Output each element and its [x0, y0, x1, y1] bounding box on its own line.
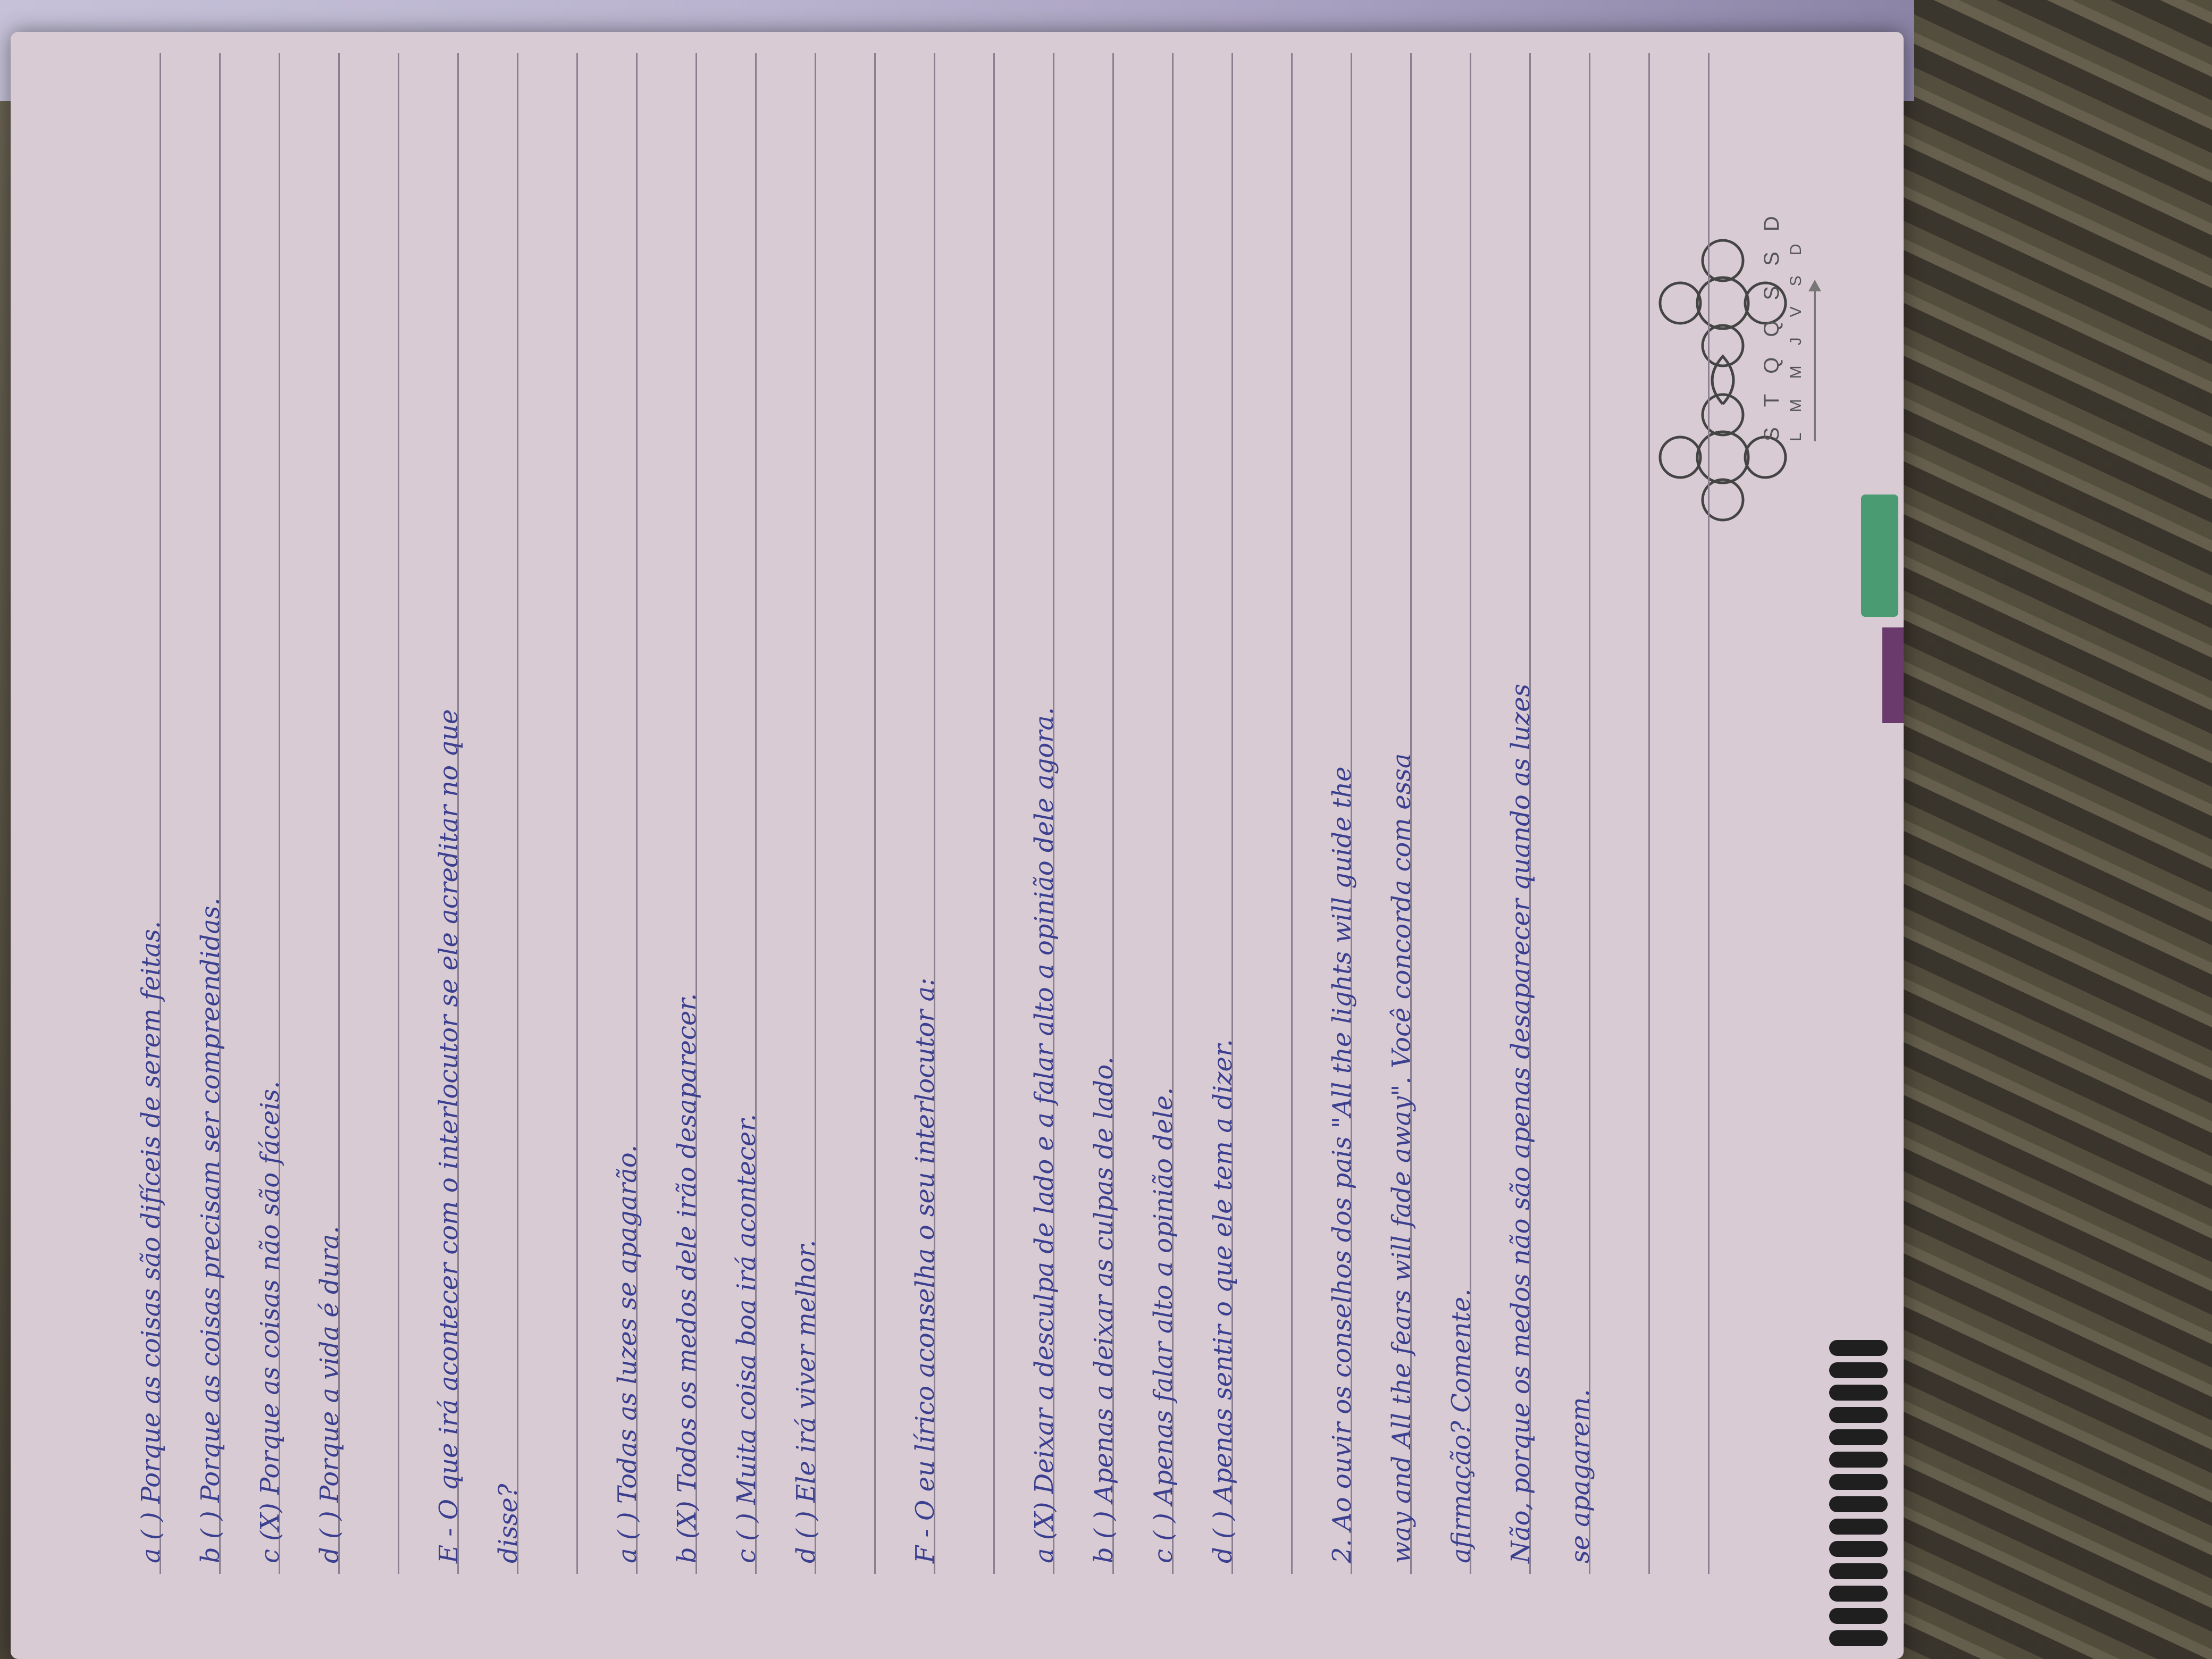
spiral-coil: [1829, 1340, 1888, 1356]
weekday-letter: D: [1787, 244, 1805, 256]
arrow-icon: [1814, 282, 1816, 441]
handwritten-line: afirmação? Comente.: [1446, 1288, 1476, 1563]
spiral-coil: [1829, 1496, 1888, 1512]
weekday-letter: V: [1787, 306, 1805, 317]
handwritten-line: c ( ) Muita coisa boa irá acontecer.: [732, 1113, 761, 1563]
page-content-rotated: [32, 43, 1872, 1638]
handwritten-line: Não, porque os medos não são apenas desaparecer quando as luzes: [1506, 683, 1536, 1563]
handwritten-line: c (X) Porque as coisas não são fáceis.: [255, 1080, 285, 1563]
handwritten-line: b ( ) Apenas a deixar as culpas de lado.: [1089, 1057, 1119, 1563]
handwritten-line: a (X) Deixar a desculpa de lado e a falar alto a opinião dele agora.: [1029, 707, 1059, 1563]
handwritten-line: c ( ) Apenas falar alto a opinião dele.: [1149, 1087, 1178, 1563]
spiral-coil: [1829, 1407, 1888, 1423]
weekday-letter: D: [1760, 216, 1783, 232]
handwritten-line: se apagarem.: [1565, 1389, 1595, 1563]
handwritten-line: E - O que irá acontecer com o interlocutor se ele acreditar no que: [434, 709, 464, 1563]
weekday-letter: S: [1787, 275, 1805, 287]
purple-tab: [1882, 627, 1904, 723]
ruled-line: [874, 53, 876, 1574]
handwritten-line: a ( ) Todas as luzes se apagarão.: [613, 1144, 642, 1563]
ruled-line: [1648, 53, 1650, 1574]
spiral-coil: [1829, 1563, 1888, 1579]
spiral-coil: [1829, 1608, 1888, 1624]
weekday-letter: Q: [1760, 357, 1783, 374]
weekday-letter: L: [1787, 432, 1805, 441]
handwritten-line: way and All the fears will fade away". Você concorda com essa: [1387, 753, 1417, 1563]
weekday-initials-bottom: [1787, 244, 1805, 441]
ruled-line: [993, 53, 995, 1574]
spiral-coil: [1829, 1586, 1888, 1602]
weekday-letter: S: [1760, 286, 1783, 300]
spiral-coil: [1829, 1630, 1888, 1646]
handwritten-line: 2. Ao ouvir os conselhos dos pais "All the lights will guide the: [1327, 766, 1357, 1563]
spiral-coil: [1829, 1362, 1888, 1378]
weekday-header: [1760, 216, 1845, 441]
weekday-letter: Q: [1760, 320, 1783, 337]
weekday-letter: M: [1787, 399, 1805, 413]
ruled-line: [1708, 53, 1710, 1574]
ruled-line: [398, 53, 399, 1574]
spiral-coil: [1829, 1429, 1888, 1445]
weekday-letter: S: [1760, 252, 1783, 266]
weekday-letter: T: [1760, 393, 1783, 407]
ruled-line: [517, 53, 518, 1574]
handwritten-line: d ( ) Apenas sentir o que ele tem a dizer.: [1208, 1039, 1238, 1563]
spiral-coil: [1829, 1519, 1888, 1535]
spiral-coil: [1829, 1452, 1888, 1468]
spiral-coil: [1829, 1541, 1888, 1557]
handwritten-line: d ( ) Porque a vida é dura.: [315, 1226, 345, 1563]
weekday-initials-top: [1760, 216, 1784, 441]
fabric-background: [1893, 0, 2212, 1659]
handwritten-line: F - O eu lírico aconselha o seu interlocutor a:: [910, 977, 940, 1563]
weekday-letter: S: [1760, 427, 1783, 441]
ruled-line: [1291, 53, 1293, 1574]
weekday-letter: J: [1787, 337, 1805, 346]
ruled-line: [1589, 53, 1590, 1574]
handwritten-line: d ( ) Ele irá viver melhor.: [791, 1239, 821, 1563]
ruled-line: [576, 53, 578, 1574]
weekday-letter: M: [1787, 365, 1805, 379]
handwritten-line: b (X) Todos os medos dele irão desaparecer.: [672, 993, 702, 1563]
handwritten-line: b ( ) Porque as coisas precisam ser compreendidas.: [196, 898, 225, 1563]
spiral-binding: [1819, 1340, 1904, 1659]
handwritten-line: a ( ) Porque as coisas são difíceis de serem feitas.: [136, 920, 166, 1563]
handwritten-line: disse?: [493, 1484, 523, 1563]
spiral-coil: [1829, 1385, 1888, 1401]
spiral-coil: [1829, 1474, 1888, 1490]
